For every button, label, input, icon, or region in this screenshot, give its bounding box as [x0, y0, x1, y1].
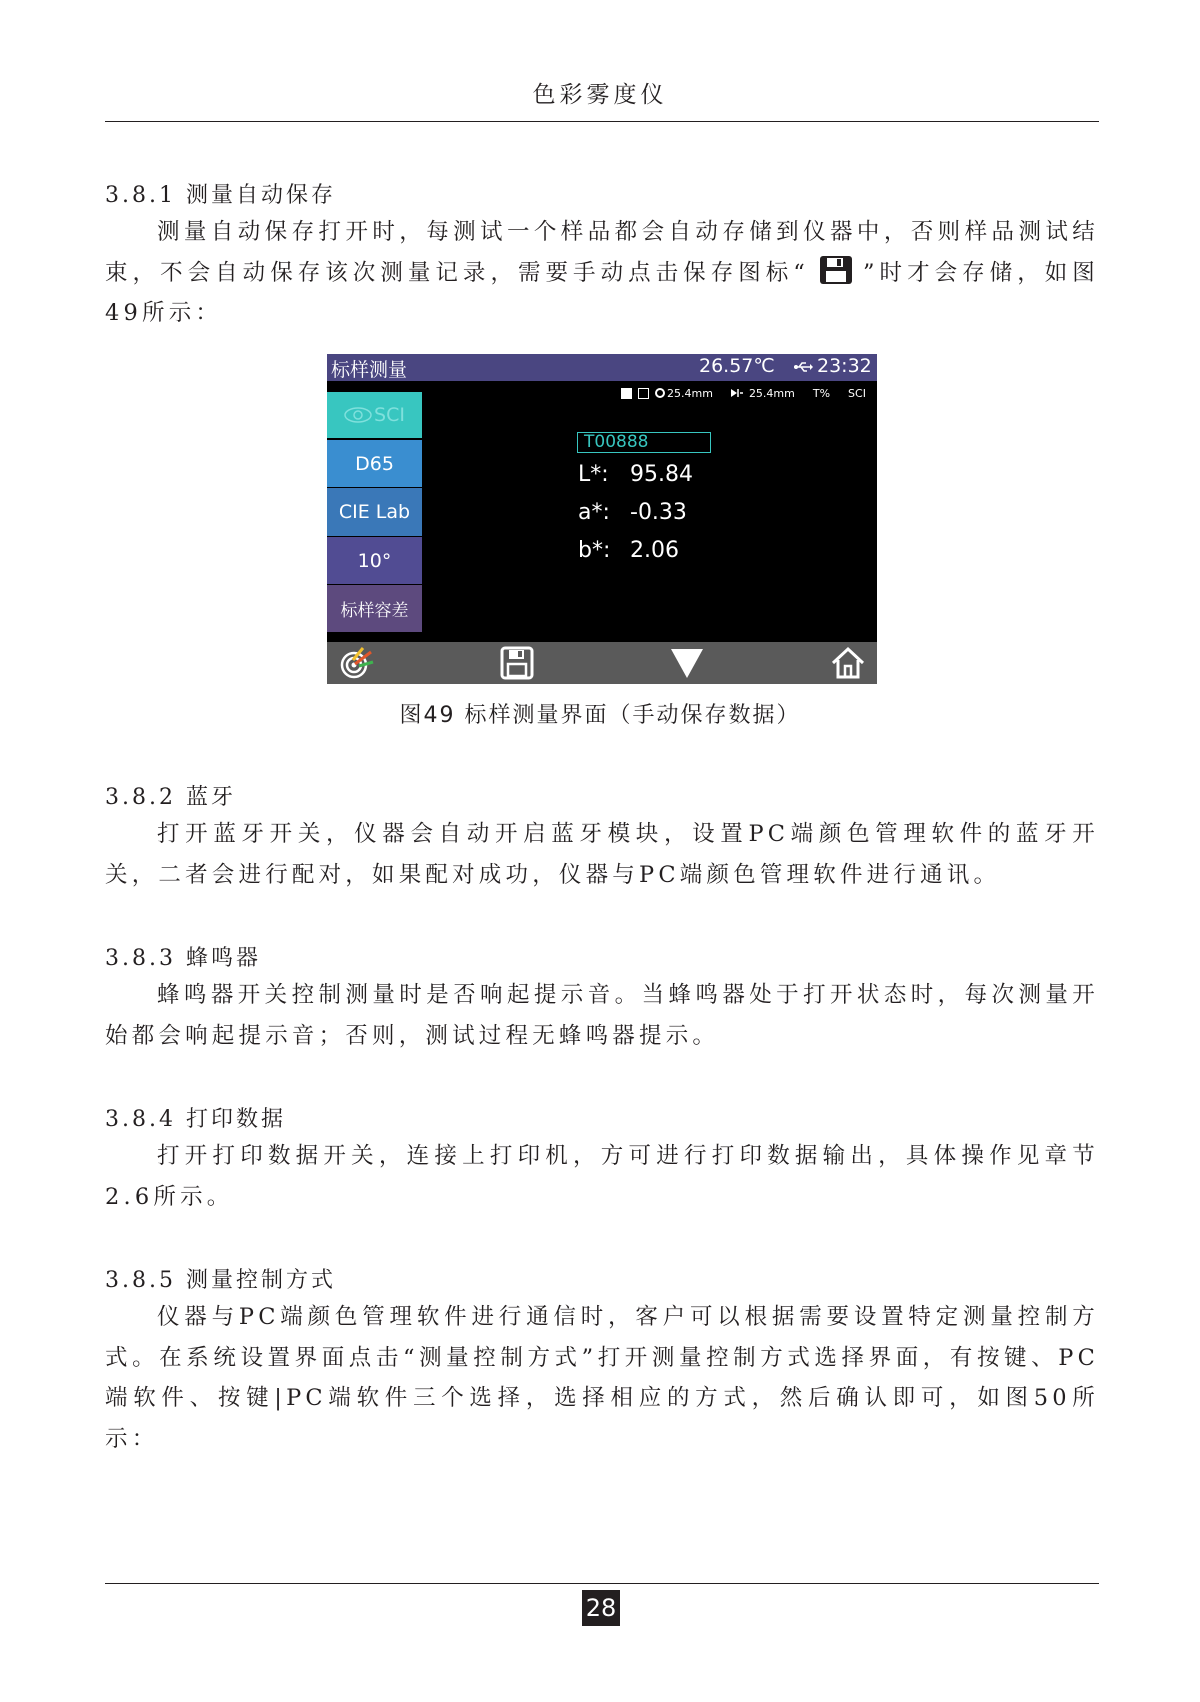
section-title-3-8-3: 3.8.3 蜂鸣器: [105, 946, 261, 971]
page-number: 28: [582, 1590, 620, 1626]
illuminant-button[interactable]: D65: [327, 440, 422, 487]
filled-square-icon: [621, 388, 632, 399]
mode-transmission: T%: [812, 386, 831, 400]
device-screen: [327, 354, 877, 684]
section-body-3-8-2: 打开蓝牙开关，仪器会自动开启蓝牙模块，设置PC端颜色管理软件的蓝牙开关，二者会进行配对，如果配对成功，仪器与PC端颜色管理软件进行通讯。: [105, 821, 1099, 888]
section-body-3-8-5: 仪器与PC端颜色管理软件进行通信时，客户可以根据需要设置特定测量控制方式。在系统设置界面点击“测量控制方式”打开测量控制方式选择界面，有按键、PC端软件、按键|PC端软件三个选择，选择相应的方式，然后确认即可，如图50所示：: [105, 1304, 1099, 1452]
clock-readout: 23:32: [817, 355, 872, 377]
lab-a-key: a*:: [578, 500, 610, 525]
usb-icon: [793, 360, 813, 374]
temperature-readout: 26.57℃: [699, 355, 775, 377]
aperture-size-2: 25.4mm: [748, 386, 795, 400]
lab-a-value: -0.33: [630, 500, 687, 525]
section-body-3-8-1-part-a: 测量自动保存打开时，每测试一个样品都会自动存储到仪器中，否则样品测试结束，不会自动保存该次测量记录，需要手动点击保存图标“: [105, 219, 1099, 286]
eye-icon: [344, 407, 372, 423]
aperture-icon: [655, 388, 665, 398]
target-icon[interactable]: [339, 646, 375, 680]
section-title-3-8-4: 3.8.4 打印数据: [105, 1107, 286, 1132]
sci-button[interactable]: [327, 392, 422, 438]
section-title-3-8-1: 3.8.1 测量自动保存: [105, 183, 336, 208]
header-rule: [105, 121, 1099, 122]
home-icon[interactable]: [831, 646, 865, 680]
section-title-3-8-2: 3.8.2 蓝牙: [105, 785, 236, 810]
lab-b-key: b*:: [578, 538, 611, 563]
section-body-3-8-4: 打开打印数据开关，连接上打印机，方可进行打印数据输出，具体操作见章节2.6所示。: [105, 1143, 1099, 1210]
running-header: 色彩雾度仪: [532, 82, 668, 108]
lab-l-key: L*:: [578, 462, 609, 487]
save-icon[interactable]: [500, 646, 534, 680]
lab-b-row: [578, 538, 679, 563]
section-body-3-8-3: 蜂鸣器开关控制测量时是否响起提示音。当蜂鸣器处于打开状态时，每次测量开始都会响起提示音；否则，测试过程无蜂鸣器提示。: [105, 982, 1099, 1049]
section-title-3-8-5: 3.8.5 测量控制方式: [105, 1268, 336, 1293]
color-space-button[interactable]: CIE Lab: [327, 488, 422, 536]
section-body-3-8-1: [105, 212, 1099, 334]
lab-l-value: 95.84: [630, 462, 693, 487]
mode-sci: SCI: [848, 386, 866, 400]
aperture-size-1: 25.4mm: [667, 386, 713, 400]
figure-caption: 图49 标样测量界面（手动保存数据）: [399, 703, 801, 728]
lab-b-value: 2.06: [630, 538, 679, 563]
lab-l-row: [578, 462, 693, 487]
tolerance-button[interactable]: 标样容差: [327, 585, 422, 632]
bottom-toolbar: [327, 642, 877, 684]
down-arrow-icon[interactable]: [669, 646, 705, 680]
sci-button-label: SCI: [374, 404, 405, 426]
footer-rule: [105, 1583, 1099, 1584]
lab-a-row: [578, 500, 687, 525]
section-body-3-8-1-part-b: ”时才会存储，如图49所示：: [105, 259, 1099, 326]
measurement-info-row: [621, 385, 866, 401]
save-icon: [819, 255, 853, 285]
status-bar: [327, 354, 877, 381]
transmission-icon: [731, 388, 743, 398]
screen-title: 标样测量: [331, 359, 408, 381]
empty-square-icon: [638, 388, 649, 399]
sample-name-field[interactable]: T00888: [577, 432, 711, 453]
observer-angle-button[interactable]: 10°: [327, 537, 422, 584]
